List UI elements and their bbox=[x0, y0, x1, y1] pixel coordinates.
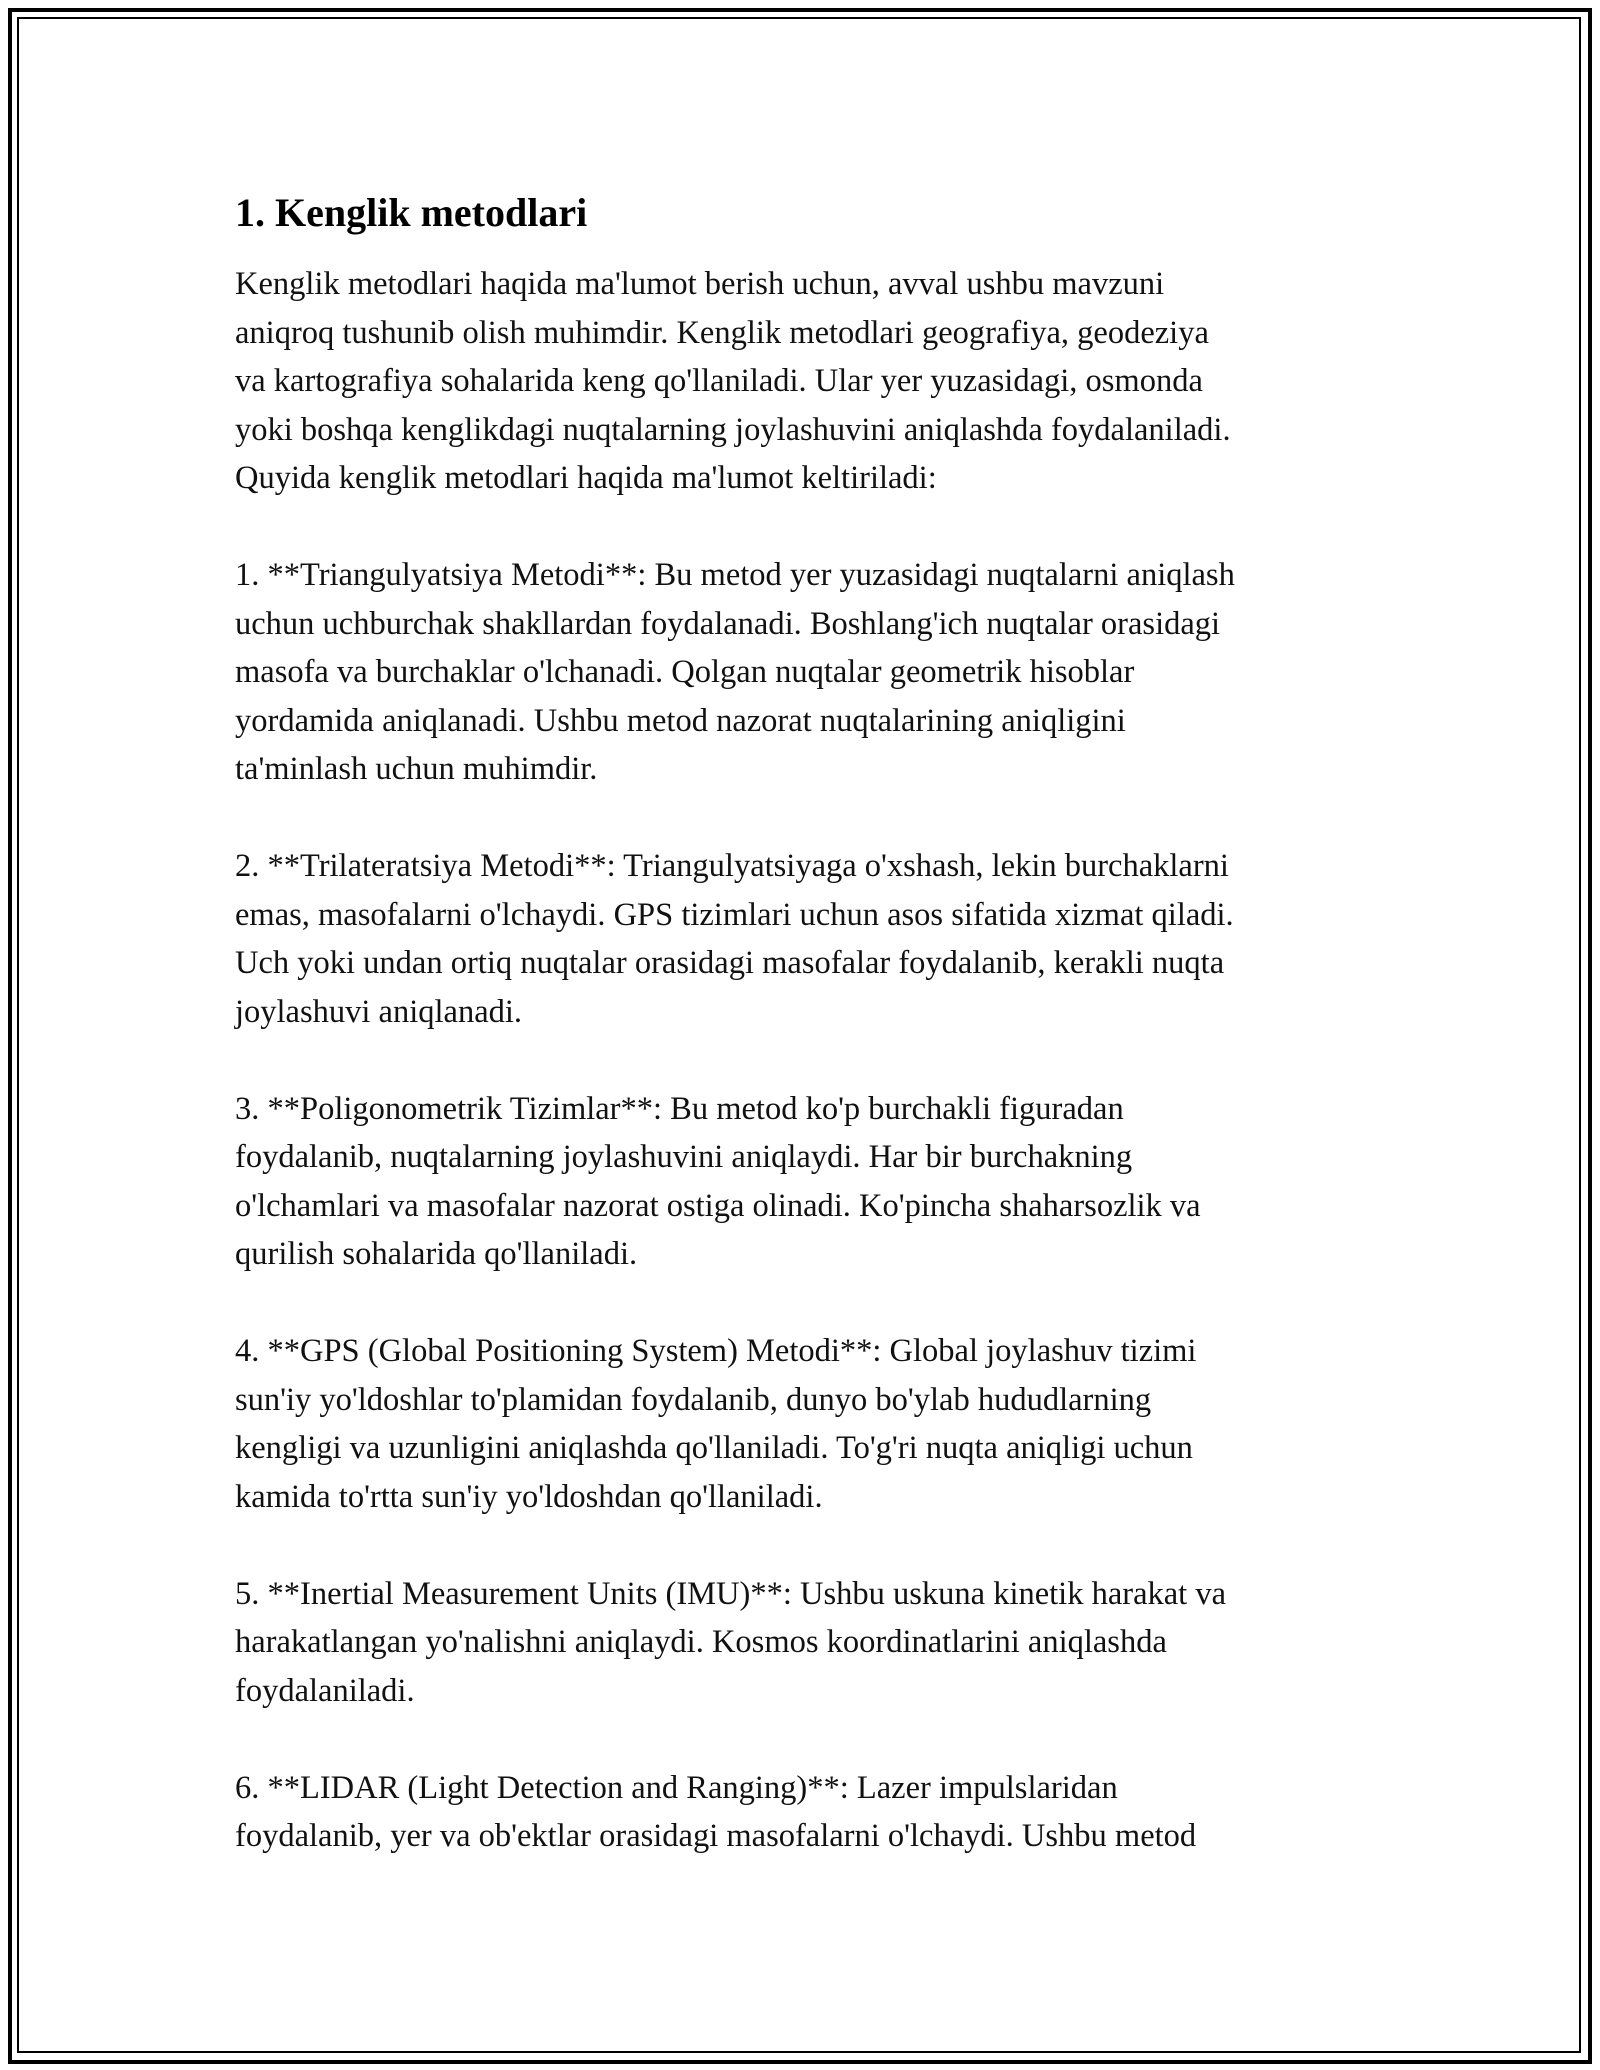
text-line: 3. **Poligonometrik Tizimlar**: Bu metod ko'p burchakli figuradan bbox=[235, 1090, 1124, 1127]
method-paragraph-polygonometry bbox=[235, 1085, 1375, 1279]
method-paragraph-lidar bbox=[235, 1764, 1375, 1861]
text-line: foydalaniladi. bbox=[235, 1672, 415, 1709]
text-line: Quyida kenglik metodlari haqida ma'lumot keltiriladi: bbox=[235, 460, 937, 496]
text-line: emas, masofalarni o'lchaydi. GPS tizimlari uchun asos sifatida xizmat qiladi. bbox=[235, 896, 1234, 933]
method-paragraph-triangulation bbox=[235, 551, 1375, 794]
text-line: yoki boshqa kenglikdagi nuqtalarning joylashuvini aniqlashda foydalaniladi. bbox=[235, 411, 1231, 448]
text-line: sun'iy yo'ldoshlar to'plamidan foydalanib, dunyo bo'ylab hududlarning bbox=[235, 1381, 1152, 1418]
text-line: va kartografiya sohalarida keng qo'llaniladi. Ular yer yuzasidagi, osmonda bbox=[235, 363, 1203, 399]
text-line: yordamida aniqlanadi. Ushbu metod nazorat nuqtalarining aniqligini bbox=[235, 702, 1126, 739]
method-paragraph-trilateration bbox=[235, 842, 1375, 1036]
section-heading: 1. Kenglik metodlari bbox=[235, 190, 588, 235]
text-line: kamida to'rtta sun'iy yo'ldoshdan qo'llaniladi. bbox=[235, 1478, 823, 1515]
text-line: foydalanib, nuqtalarning joylashuvini aniqlaydi. Har bir burchakning bbox=[235, 1139, 1133, 1175]
document-body bbox=[235, 188, 1375, 1909]
text-line: masofa va burchaklar o'lchanadi. Qolgan nuqtalar geometrik hisoblar bbox=[235, 654, 1135, 690]
intro-paragraph bbox=[235, 260, 1375, 503]
text-line: ta'minlash uchun muhimdir. bbox=[235, 751, 598, 787]
text-line: o'lchamlari va masofalar nazorat ostiga olinadi. Ko'pincha shaharsozlik va bbox=[235, 1187, 1201, 1224]
text-line: Kenglik metodlari haqida ma'lumot berish uchun, avval ushbu mavzuni bbox=[235, 266, 1165, 302]
text-line: harakatlangan yo'nalishni aniqlaydi. Kosmos koordinatlarini aniqlashda bbox=[235, 1624, 1167, 1660]
text-line: 1. **Triangulyatsiya Metodi**: Bu metod yer yuzasidagi nuqtalarni aniqlash bbox=[235, 557, 1235, 593]
text-line: Uch yoki undan ortiq nuqtalar orasidagi masofalar foydalanib, kerakli nuqta bbox=[235, 945, 1225, 981]
method-paragraph-imu bbox=[235, 1570, 1375, 1716]
text-line: joylashuvi aniqlanadi. bbox=[235, 993, 523, 1030]
text-line: foydalanib, yer va ob'ektlar orasidagi masofalarni o'lchaydi. Ushbu metod bbox=[235, 1818, 1197, 1854]
text-line: 4. **GPS (Global Positioning System) Metodi**: Global joylashuv tizimi bbox=[235, 1333, 1197, 1369]
text-line: kengligi va uzunligini aniqlashda qo'llaniladi. To'g'ri nuqta aniqligi uchun bbox=[235, 1430, 1193, 1466]
method-paragraph-gps bbox=[235, 1327, 1375, 1521]
text-line: 5. **Inertial Measurement Units (IMU)**: Ushbu uskuna kinetik harakat va bbox=[235, 1575, 1227, 1612]
text-line: 6. **LIDAR (Light Detection and Ranging)**: Lazer impulslaridan bbox=[235, 1769, 1118, 1806]
text-line: aniqroq tushunib olish muhimdir. Kenglik metodlari geografiya, geodeziya bbox=[235, 314, 1209, 351]
text-line: 2. **Trilateratsiya Metodi**: Triangulyatsiyaga o'xshash, lekin burchaklarni bbox=[235, 848, 1229, 884]
text-line: qurilish sohalarida qo'llaniladi. bbox=[235, 1236, 638, 1272]
text-line: uchun uchburchak shakllardan foydalanadi. Boshlang'ich nuqtalar orasidagi bbox=[235, 605, 1221, 642]
